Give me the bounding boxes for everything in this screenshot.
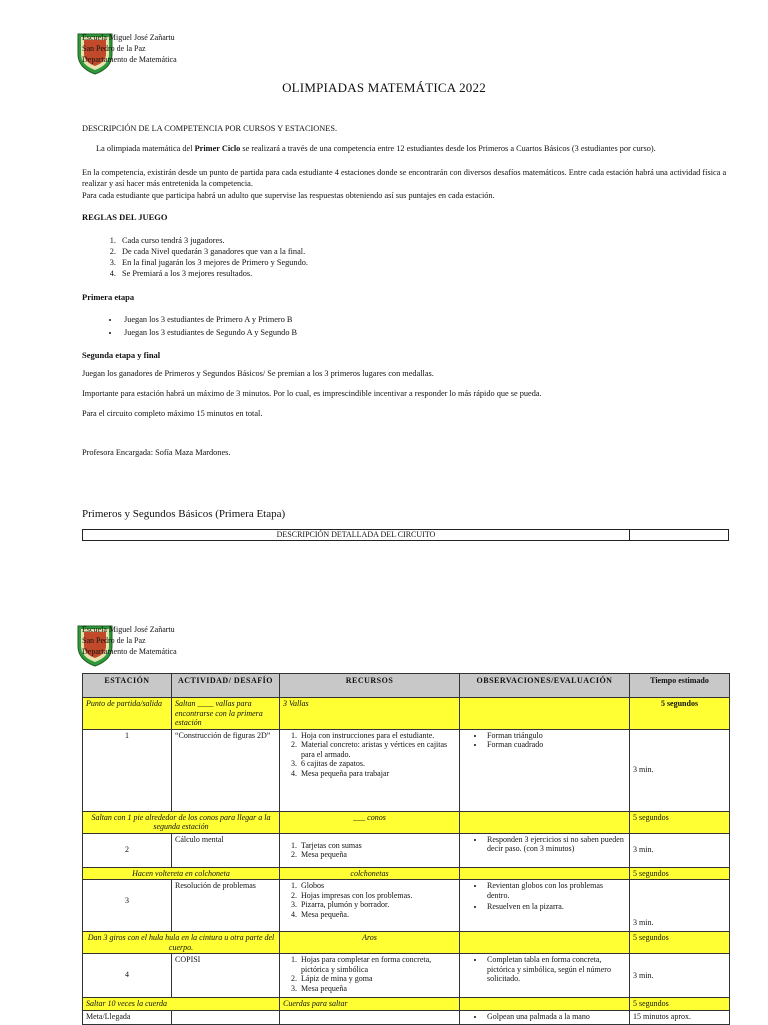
resource-item: 3. Mesa pequeña (299, 984, 456, 994)
description-heading: DESCRIPCIÓN DE LA COMPETENCIA POR CURSOS Y ESTACIONES. (82, 124, 338, 133)
school-line: Departamento de Matemática (82, 647, 177, 656)
resource-item: 2. Lápiz de mina y goma (299, 974, 456, 984)
station-number: 3 (83, 880, 172, 932)
obs-cell (460, 867, 630, 880)
intro-paragraph-2: En la competencia, existirán desde un punto de partida para cada estudiante 4 estaciones donde se encontrarán con diversos desafíos matemáticos. Entre cada estación habrá una actividad física a realizar y así hacer más entretenida la competencia. (82, 168, 727, 188)
rule-item: 1. Cada curso tendrá 3 jugadores. (118, 235, 682, 246)
table-row (83, 729, 730, 811)
circuit-header-table (82, 529, 729, 541)
resource-item: 4. Mesa pequeña para trabajar (299, 769, 456, 779)
activity-cell (172, 1010, 280, 1024)
obs-item: • Revientan globos con los problemas dentro. (485, 881, 626, 900)
obs-item: • Golpean una palmada a la mano (485, 1012, 626, 1022)
time-cell: 15 minutos aprox. (630, 1010, 730, 1024)
table-row (83, 833, 730, 867)
obs-item: • Forman triángulo (485, 731, 626, 741)
time-cell: 3 min. (630, 729, 730, 811)
table-row (83, 932, 730, 954)
resources-cell (280, 729, 460, 811)
time-cell: 5 segundos (630, 867, 730, 880)
document-title: OLIMPIADAS MATEMÁTICA 2022 (282, 80, 486, 95)
stage1-heading: Primera etapa (82, 292, 135, 302)
time-cell: 3 min. (630, 833, 730, 867)
transition-resources: Cuerdas para saltar (280, 998, 460, 1011)
time-cell: 5 segundos (630, 811, 730, 833)
resources-cell (280, 833, 460, 867)
transition-resources: Aros (280, 932, 460, 954)
school-line: Escuela Miguel José Zañartu (82, 625, 175, 634)
obs-cell (460, 998, 630, 1011)
obs-cell (460, 833, 630, 867)
resources-cell (280, 954, 460, 998)
section-title: Primeros y Segundos Básicos (Primera Etapa) (82, 508, 286, 520)
activity-cell: Saltan ____ vallas para encontrarse con la primera estación (172, 698, 280, 730)
table-row (83, 998, 730, 1011)
station-cell: Punto de partida/salida (83, 698, 172, 730)
obs-cell (460, 1010, 630, 1024)
resources-cell: 3 Vallas (280, 698, 460, 730)
station-number: 2 (83, 833, 172, 867)
school-line: San Pedro de la Paz (82, 44, 146, 53)
resource-item: 1. Hojas para completar en forma concreta, pictórica y simbólica (299, 955, 456, 974)
obs-item: • Responden 3 ejercicios si no saben pueden decir paso. (con 3 minutos) (485, 835, 626, 854)
resource-item: 1. Globos (299, 881, 456, 891)
intro-text: La olimpiada matemática del (96, 144, 195, 153)
table-header-row (83, 674, 730, 698)
stage1-item: • Juegan los 3 estudiantes de Segundo A y Segundo B (120, 326, 682, 339)
school-header (76, 30, 216, 80)
obs-item: • Completan tabla en forma concreta, pictórica y simbólica, según el número solicitado. (485, 955, 626, 984)
rule-item: 2. De cada Nivel quedarán 3 ganadores que van a la final. (118, 246, 682, 257)
intro-bold: Primer Ciclo (194, 144, 241, 153)
resource-item: 2. Mesa pequeña (299, 850, 456, 860)
table-row (83, 1010, 730, 1024)
stage2-paragraph: Para el circuito completo máximo 15 minutos en total. (82, 409, 263, 418)
station-cell: Meta/Llegada (83, 1010, 172, 1024)
rules-list (82, 235, 682, 279)
rules-heading: REGLAS DEL JUEGO (82, 212, 168, 222)
table-row (83, 954, 730, 998)
obs-item: • Forman cuadrado (485, 740, 626, 750)
school-line: Escuela Miguel José Zañartu (82, 33, 175, 42)
obs-cell (460, 729, 630, 811)
column-header: ESTACIÓN (83, 674, 172, 698)
obs-cell (460, 954, 630, 998)
time-cell: 3 min. (630, 954, 730, 998)
school-line: San Pedro de la Paz (82, 636, 146, 645)
column-header: OBSERVACIONES/EVALUACIÓN (460, 674, 630, 698)
obs-cell (460, 811, 630, 833)
activity-cell: Cálculo mental (172, 833, 280, 867)
time-cell: 5 segundos (630, 932, 730, 954)
transition-activity: Dan 3 giros con el hula hula en la cintura u otra parte del cuerpo. (83, 932, 280, 954)
resources-cell (280, 880, 460, 932)
activity-cell: COPISI (172, 954, 280, 998)
station-number: 4 (83, 954, 172, 998)
resource-item: 4. Mesa pequeña. (299, 910, 456, 920)
stage2-paragraph: Importante para estación habrá un máximo de 3 minutos. Por lo cual, es imprescindible incentivar a responder lo más rápido que se pueda. (82, 389, 542, 398)
circuit-header: DESCRIPCIÓN DETALLADA DEL CIRCUITO (83, 530, 630, 540)
transition-activity: Saltar 10 veces la cuerda (83, 998, 280, 1011)
stage2-heading: Segunda etapa y final (82, 350, 161, 360)
time-cell: 5 segundos (630, 698, 730, 730)
resource-item: 3. 6 cajitas de zapatos. (299, 759, 456, 769)
transition-activity: Hacen voltereta en colchoneta (83, 867, 280, 880)
table-row (83, 880, 730, 932)
rule-item: 4. Se Premiará a los 3 mejores resultados. (118, 268, 682, 279)
resource-item: 2. Material concreto: aristas y vértices en cajitas para el armado. (299, 740, 456, 759)
time-cell: 3 min. (630, 880, 730, 932)
stage1-list (82, 313, 682, 339)
activity-cell: Resolución de problemas (172, 880, 280, 932)
resource-item: 1. Hoja con instrucciones para el estudiante. (299, 731, 456, 741)
intro-paragraph-3: Para cada estudiante que participa habrá un adulto que supervise las respuestas obteniendo así sus puntajes en cada estación. (82, 191, 495, 200)
transition-resources: colchonetas (280, 867, 460, 880)
teacher-name: Profesora Encargada: Sofía Maza Mardones. (82, 448, 231, 457)
station-number: 1 (83, 729, 172, 811)
resource-item: 1. Tarjetas con sumas (299, 841, 456, 851)
rule-item: 3. En la final jugarán los 3 mejores de Primero y Segundo. (118, 257, 682, 268)
transition-resources: ___ conos (280, 811, 460, 833)
column-header: RECURSOS (280, 674, 460, 698)
time-cell: 5 segundos (630, 998, 730, 1011)
table-row (83, 698, 730, 730)
column-header: Tiempo estimado (630, 674, 730, 698)
obs-cell (460, 932, 630, 954)
column-header: ACTIVIDAD/ DESAFÍO (172, 674, 280, 698)
obs-cell (460, 880, 630, 932)
school-header (76, 622, 216, 672)
intro-text: se realizará a través de una competencia entre 12 estudiantes desde los Primeros a Cuartos Básicos (3 estudiantes por curso). (240, 144, 656, 153)
obs-cell (460, 698, 630, 730)
resource-item: 3. Pizarra, plumón y borrador. (299, 900, 456, 910)
obs-item: • Resuelven en la pizarra. (485, 902, 626, 912)
circuit-table (82, 673, 730, 1025)
intro-paragraph-1 (82, 144, 730, 155)
table-row (83, 811, 730, 833)
transition-activity: Saltan con 1 pie alrededor de los conos para llegar a la segunda estación (83, 811, 280, 833)
resources-cell (280, 1010, 460, 1024)
stage1-item: • Juegan los 3 estudiantes de Primero A y Primero B (120, 313, 682, 326)
activity-cell: “Construcción de figuras 2D” (172, 729, 280, 811)
table-row (83, 867, 730, 880)
school-line: Departamento de Matemática (82, 55, 177, 64)
stage2-paragraph: Juegan los ganadores de Primeros y Segundos Básicos/ Se premian a los 3 primeros lugares con medallas. (82, 369, 434, 378)
resource-item: 2. Hojas impresas con los problemas. (299, 891, 456, 901)
